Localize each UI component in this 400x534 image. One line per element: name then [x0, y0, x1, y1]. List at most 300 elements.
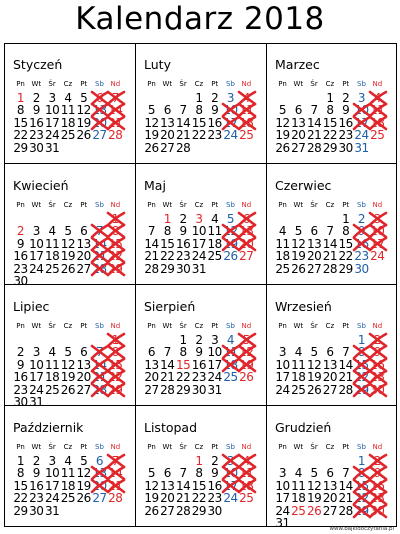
day-cell: 29 — [191, 503, 207, 518]
day-cell: 11 — [291, 478, 306, 493]
weekday-header: Pn — [147, 201, 156, 209]
day-cell: 16 — [338, 115, 353, 130]
day-cell: 10 — [275, 357, 290, 372]
day-cell: 8 — [195, 103, 203, 118]
weekday-header: Wt — [293, 443, 304, 451]
day-cell: 5 — [310, 345, 318, 360]
day-cell: 19 — [60, 370, 76, 385]
day-cell: 30 — [29, 503, 44, 518]
day-cell: 23 — [207, 491, 222, 506]
day-cell: 23 — [13, 261, 28, 276]
day-cell: 18 — [60, 115, 76, 130]
day-cell: 5 — [242, 333, 250, 347]
day-cell: 6 — [326, 466, 334, 481]
day-cell: 15 — [322, 115, 338, 130]
day-cell: 12 — [306, 478, 322, 493]
day-cell: 10 — [354, 103, 369, 118]
day-cell: 20 — [92, 478, 107, 493]
weekday-header: Sb — [357, 80, 366, 88]
day-cell: 10 — [29, 236, 44, 251]
day-cell: 29 — [160, 261, 175, 276]
day-cell: 9 — [211, 103, 219, 118]
day-cell: 30 — [370, 382, 385, 397]
day-cell: 30 — [370, 503, 385, 518]
day-cell: 15 — [175, 357, 191, 372]
weekday-header: Cz — [325, 443, 335, 451]
day-cell: 29 — [108, 261, 123, 276]
day-cell: 19 — [306, 491, 322, 506]
day-cell: 26 — [144, 503, 159, 518]
day-cell: 3 — [373, 212, 381, 226]
weekday-header: Cz — [63, 443, 73, 451]
day-cell: 28 — [306, 140, 322, 155]
cross-mark-icon — [369, 504, 387, 518]
day-cell: 1 — [16, 91, 25, 105]
day-cell: 28 — [338, 503, 353, 518]
weekday-header: Nd — [241, 201, 252, 209]
day-cell: 30 — [175, 261, 191, 276]
day-cell: 12 — [76, 103, 91, 118]
day-cell: 3 — [48, 91, 56, 105]
weekday-header: Nd — [372, 322, 383, 330]
day-cell: 6 — [163, 466, 171, 481]
day-cell: 27 — [291, 140, 306, 155]
weekday-header: Sb — [226, 201, 235, 209]
day-cell: 2 — [373, 454, 381, 468]
day-cell: 13 — [92, 466, 107, 481]
weekday-header: Śr — [179, 80, 187, 88]
day-cell: 2 — [32, 454, 40, 468]
month-block — [136, 286, 266, 406]
day-cell: 1 — [16, 454, 25, 468]
weekday-header: Pt — [80, 80, 88, 88]
day-cell: 24 — [44, 491, 60, 506]
day-cell: 23 — [370, 491, 385, 506]
weekday-header: Pt — [342, 322, 350, 330]
day-cell: 8 — [16, 103, 25, 118]
day-cell: 9 — [342, 103, 350, 118]
day-cell: 16 — [13, 249, 28, 264]
day-cell: 9 — [16, 357, 25, 372]
day-cell: 3 — [278, 466, 287, 481]
day-cell: 2 — [32, 91, 40, 105]
day-cell: 4 — [64, 454, 72, 468]
day-cell: 17 — [29, 370, 44, 385]
day-cell: 5 — [64, 345, 72, 360]
day-cell: 30 — [191, 382, 207, 397]
day-cell: 5 — [147, 466, 156, 481]
day-cell: 19 — [291, 249, 306, 264]
day-cell: 2 — [179, 212, 187, 226]
weekday-header: Pn — [278, 443, 287, 451]
day-cell: 22 — [354, 491, 369, 506]
day-cell: 24 — [354, 128, 369, 143]
day-cell: 1 — [163, 212, 171, 226]
day-cell: 11 — [207, 224, 222, 239]
day-cell: 17 — [44, 478, 60, 493]
weekday-header: Cz — [325, 80, 335, 88]
day-cell: 29 — [13, 140, 28, 155]
day-cell: 3 — [32, 345, 40, 360]
day-cell: 30 — [207, 503, 222, 518]
day-cell: 12 — [144, 478, 159, 493]
day-cell: 3 — [32, 224, 40, 239]
day-cell: 19 — [306, 370, 322, 385]
day-cell: 22 — [191, 491, 207, 506]
day-cell: 3 — [226, 454, 235, 468]
weekday-header: Cz — [194, 201, 204, 209]
weekday-header: Śr — [48, 443, 56, 451]
weekday-header: Pn — [147, 322, 156, 330]
day-cell: 22 — [191, 128, 207, 143]
day-cell: 8 — [111, 345, 119, 360]
day-cell: 24 — [44, 128, 60, 143]
day-cell: 23 — [13, 382, 28, 397]
month-block — [267, 165, 397, 285]
day-cell: 11 — [60, 103, 76, 118]
day-cell: 25 — [239, 491, 254, 506]
weekday-header: Pn — [16, 443, 25, 451]
day-cell: 14 — [160, 357, 175, 372]
month-block — [5, 165, 135, 288]
weekday-header: Sb — [95, 201, 104, 209]
day-cell: 25 — [370, 128, 385, 143]
weekday-header: Śr — [310, 322, 318, 330]
day-cell: 14 — [306, 115, 322, 130]
day-cell: 31 — [275, 516, 290, 530]
weekday-header: Pn — [16, 322, 25, 330]
day-cell: 2 — [357, 212, 366, 226]
day-cell: 7 — [326, 224, 334, 239]
month-name: Sierpień — [144, 299, 196, 314]
day-cell: 10 — [223, 466, 238, 481]
month-block — [267, 286, 397, 406]
day-cell: 5 — [294, 224, 302, 239]
day-cell: 22 — [338, 249, 353, 264]
day-cell: 18 — [239, 478, 254, 493]
day-cell: 1 — [342, 212, 350, 226]
weekday-header: Sb — [226, 80, 235, 88]
weekday-header: Nd — [241, 443, 252, 451]
day-cell: 28 — [338, 382, 353, 397]
weekday-header: Pt — [211, 443, 219, 451]
month-name: Styczeń — [13, 57, 63, 72]
weekday-header: Pt — [342, 201, 350, 209]
day-cell: 2 — [373, 333, 381, 347]
day-cell: 21 — [322, 249, 338, 264]
day-cell: 6 — [95, 91, 104, 105]
day-cell: 13 — [306, 236, 322, 251]
day-cell: 22 — [13, 491, 28, 506]
day-cell: 11 — [44, 236, 60, 251]
weekday-header: Cz — [63, 80, 73, 88]
weekday-header: Cz — [194, 443, 204, 451]
weekday-header: Pt — [342, 80, 350, 88]
day-cell: 25 — [239, 128, 254, 143]
weekday-header: Nd — [372, 443, 383, 451]
day-cell: 13 — [160, 115, 175, 130]
weekday-header: Pn — [147, 80, 156, 88]
day-cell: 8 — [16, 466, 25, 481]
weekday-header: Wt — [162, 443, 173, 451]
day-cell: 29 — [354, 382, 369, 397]
month-name: Październik — [13, 420, 84, 435]
weekday-header: Sb — [357, 322, 366, 330]
day-cell: 7 — [95, 224, 104, 239]
day-cell: 23 — [338, 128, 353, 143]
day-cell: 21 — [144, 249, 159, 264]
day-cell: 14 — [108, 466, 123, 481]
day-cell: 31 — [191, 261, 207, 276]
day-cell: 16 — [29, 115, 44, 130]
day-cell: 30 — [13, 274, 28, 288]
day-cell: 8 — [326, 103, 334, 118]
day-cell: 12 — [144, 115, 159, 130]
day-cell: 26 — [306, 382, 322, 397]
day-cell: 14 — [338, 357, 353, 372]
day-cell: 9 — [32, 466, 40, 481]
weekday-header: Pn — [16, 201, 25, 209]
weekday-header: Cz — [194, 80, 204, 88]
day-cell: 13 — [322, 478, 338, 493]
day-cell: 13 — [291, 115, 306, 130]
day-cell: 31 — [44, 140, 60, 155]
day-cell: 27 — [92, 491, 107, 506]
day-cell: 9 — [211, 466, 219, 481]
weekday-header: Nd — [241, 80, 252, 88]
weekday-header: Śr — [179, 322, 187, 330]
day-cell: 10 — [191, 224, 207, 239]
weekday-header: Śr — [48, 80, 56, 88]
day-cell: 11 — [44, 357, 60, 372]
day-cell: 21 — [92, 370, 107, 385]
day-cell: 11 — [291, 357, 306, 372]
day-cell: 21 — [108, 115, 123, 130]
day-cell: 12 — [275, 115, 290, 130]
day-cell: 1 — [357, 333, 366, 347]
day-cell: 14 — [338, 478, 353, 493]
day-cell: 1 — [195, 454, 203, 468]
day-cell: 18 — [60, 478, 76, 493]
day-cell: 23 — [370, 370, 385, 385]
day-cell: 23 — [29, 491, 44, 506]
day-cell: 27 — [322, 503, 338, 518]
day-cell: 14 — [92, 357, 107, 372]
day-cell: 27 — [322, 382, 338, 397]
day-cell: 25 — [275, 261, 290, 276]
day-cell: 1 — [111, 212, 119, 226]
weekday-header: Nd — [110, 443, 121, 451]
day-cell: 17 — [370, 236, 385, 251]
day-cell: 7 — [95, 345, 104, 360]
day-cell: 15 — [108, 236, 123, 251]
day-cell: 2 — [342, 91, 350, 105]
day-cell: 22 — [322, 128, 338, 143]
weekday-header: Wt — [31, 443, 42, 451]
day-cell: 17 — [191, 236, 207, 251]
day-cell: 28 — [144, 261, 159, 276]
day-cell: 14 — [144, 236, 159, 251]
weekday-header: Nd — [372, 80, 383, 88]
day-cell: 15 — [191, 478, 207, 493]
weekday-header: Pn — [147, 443, 156, 451]
day-cell: 19 — [275, 128, 290, 143]
weekday-header: Cz — [63, 201, 73, 209]
day-cell: 4 — [294, 345, 302, 360]
day-cell: 19 — [144, 491, 159, 506]
cross-mark-icon — [107, 262, 125, 276]
weekday-header: Pt — [80, 322, 88, 330]
day-cell: 23 — [191, 370, 207, 385]
day-cell: 4 — [294, 466, 302, 481]
day-cell: 28 — [160, 382, 175, 397]
day-cell: 9 — [357, 224, 366, 239]
day-cell: 17 — [223, 478, 238, 493]
day-cell: 16 — [370, 357, 385, 372]
day-cell: 11 — [370, 103, 385, 118]
day-cell: 20 — [160, 128, 175, 143]
day-cell: 24 — [207, 370, 222, 385]
day-cell: 2 — [16, 345, 25, 360]
day-cell: 28 — [92, 382, 107, 397]
month-name: Marzec — [275, 57, 320, 72]
weekday-header: Cz — [194, 322, 204, 330]
day-cell: 27 — [76, 382, 91, 397]
day-cell: 21 — [306, 128, 322, 143]
day-cell: 28 — [322, 261, 338, 276]
day-cell: 16 — [207, 478, 222, 493]
day-cell: 4 — [48, 345, 56, 360]
day-cell: 19 — [223, 236, 238, 251]
day-cell: 18 — [291, 491, 306, 506]
day-cell: 15 — [13, 115, 28, 130]
day-cell: 21 — [175, 128, 191, 143]
day-cell: 20 — [322, 491, 338, 506]
weekday-header: Nd — [241, 322, 252, 330]
day-cell: 20 — [239, 236, 254, 251]
month-block — [5, 286, 135, 409]
day-cell: 31 — [354, 140, 369, 155]
weekday-header: Wt — [162, 201, 173, 209]
day-cell: 19 — [76, 478, 91, 493]
day-cell: 30 — [354, 261, 369, 276]
day-cell: 28 — [92, 261, 107, 276]
day-cell: 30 — [29, 140, 44, 155]
day-cell: 1 — [111, 333, 119, 347]
day-cell: 25 — [291, 382, 306, 397]
day-cell: 6 — [326, 345, 334, 360]
day-cell: 1 — [195, 91, 203, 105]
day-cell: 16 — [191, 357, 207, 372]
weekday-header: Nd — [110, 80, 121, 88]
day-cell: 24 — [223, 128, 238, 143]
day-cell: 7 — [111, 454, 119, 468]
month-name: Kwiecień — [13, 178, 69, 193]
day-cell: 11 — [223, 345, 238, 360]
day-cell: 1 — [179, 333, 187, 347]
day-cell: 22 — [175, 370, 191, 385]
day-cell: 15 — [354, 478, 369, 493]
day-cell: 8 — [357, 345, 366, 360]
day-cell: 29 — [322, 140, 338, 155]
weekday-header: Wt — [31, 80, 42, 88]
weekday-header: Wt — [31, 201, 42, 209]
day-cell: 12 — [60, 357, 76, 372]
weekday-header: Pt — [342, 443, 350, 451]
day-cell: 13 — [144, 357, 159, 372]
day-cell: 21 — [175, 491, 191, 506]
day-cell: 19 — [76, 115, 91, 130]
day-cell: 2 — [211, 454, 219, 468]
weekday-header: Pn — [278, 322, 287, 330]
day-cell: 22 — [13, 128, 28, 143]
day-cell: 3 — [211, 333, 219, 347]
day-cell: 8 — [342, 224, 350, 239]
day-cell: 27 — [144, 382, 159, 397]
day-cell: 6 — [310, 224, 318, 239]
weekday-header: Pt — [211, 80, 219, 88]
day-cell: 9 — [16, 236, 25, 251]
day-cell: 20 — [76, 370, 91, 385]
weekday-header: Pt — [80, 443, 88, 451]
day-cell: 16 — [29, 478, 44, 493]
day-cell: 26 — [144, 140, 159, 155]
day-cell: 15 — [191, 115, 207, 130]
day-cell: 23 — [29, 128, 44, 143]
day-cell: 4 — [242, 91, 250, 105]
day-cell: 8 — [163, 224, 171, 239]
day-cell: 14 — [108, 103, 123, 118]
day-cell: 13 — [92, 103, 107, 118]
day-cell: 20 — [92, 115, 107, 130]
day-cell: 10 — [223, 103, 238, 118]
day-cell: 25 — [60, 491, 76, 506]
day-cell: 24 — [29, 382, 44, 397]
day-cell: 23 — [175, 249, 191, 264]
day-cell: 28 — [175, 140, 191, 155]
day-cell: 7 — [342, 345, 350, 360]
day-cell: 15 — [354, 357, 369, 372]
weekday-header: Sb — [226, 322, 235, 330]
day-cell: 14 — [175, 115, 191, 130]
day-cell: 18 — [370, 115, 385, 130]
day-cell: 20 — [291, 128, 306, 143]
day-cell: 24 — [29, 261, 44, 276]
day-cell: 12 — [60, 236, 76, 251]
day-cell: 12 — [291, 236, 306, 251]
day-cell: 26 — [275, 140, 290, 155]
weekday-header: Cz — [325, 322, 335, 330]
month-name: Maj — [144, 178, 166, 193]
day-cell: 6 — [147, 345, 156, 360]
day-cell: 2 — [195, 333, 203, 347]
day-cell: 15 — [160, 236, 175, 251]
day-cell: 6 — [163, 103, 171, 118]
day-cell: 5 — [80, 454, 88, 468]
weekday-header: Pn — [278, 201, 287, 209]
day-cell: 16 — [207, 115, 222, 130]
day-cell: 9 — [195, 345, 203, 360]
day-cell: 16 — [13, 370, 28, 385]
day-cell: 26 — [60, 261, 76, 276]
day-cell: 8 — [357, 466, 366, 481]
weekday-header: Wt — [162, 322, 173, 330]
day-cell: 24 — [275, 503, 290, 518]
day-cell: 13 — [160, 478, 175, 493]
cross-mark-icon — [369, 383, 387, 397]
day-cell: 8 — [111, 224, 119, 239]
day-cell: 17 — [223, 115, 238, 130]
